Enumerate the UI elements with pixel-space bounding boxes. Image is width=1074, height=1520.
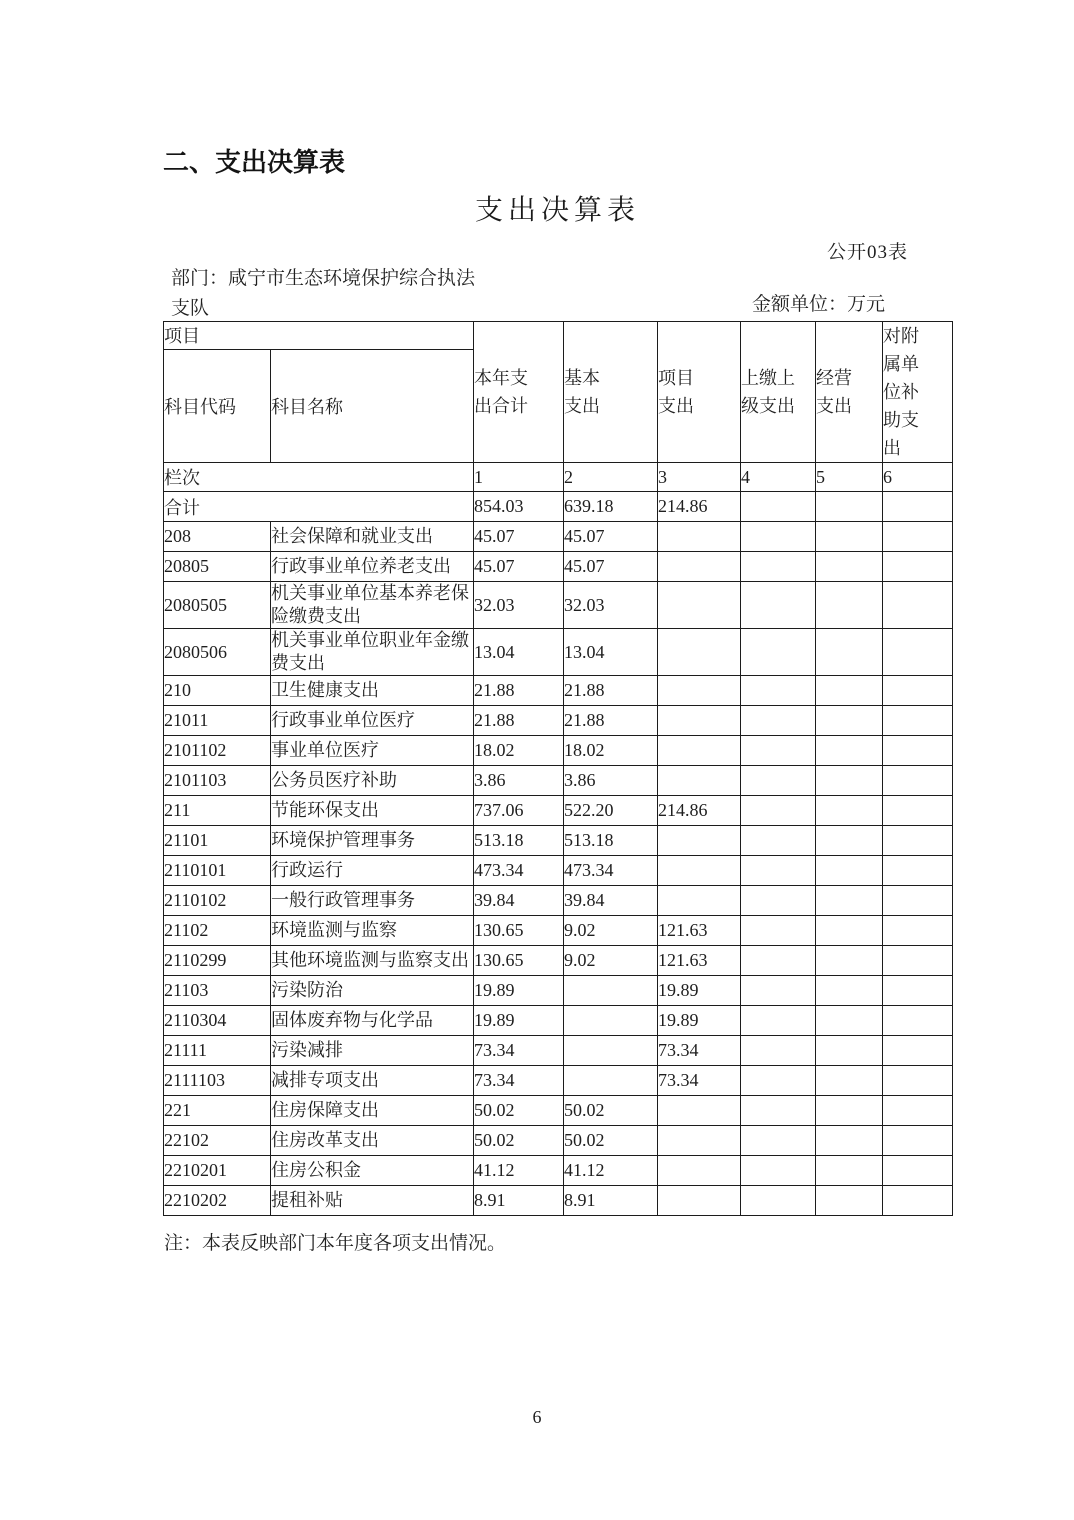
subject-name: 住房改革支出: [271, 1126, 474, 1156]
table-row: [164, 1126, 953, 1156]
total-row: [164, 492, 953, 522]
subject-name: 事业单位医疗: [271, 736, 474, 766]
subject-name: 行政运行: [271, 856, 474, 886]
value-cell: [741, 796, 816, 826]
value-cell: 39.84: [474, 886, 564, 916]
value-cell: 50.02: [564, 1096, 658, 1126]
value-cell: 41.12: [474, 1156, 564, 1186]
value-cell: [883, 582, 953, 629]
value-cell: [816, 946, 883, 976]
value-cell: [658, 706, 741, 736]
table-row: [164, 1096, 953, 1126]
table-row: [164, 766, 953, 796]
subject-code: 2110102: [164, 886, 271, 916]
subject-code: 20805: [164, 552, 271, 582]
subject-name: 固体废弃物与化学品: [271, 1006, 474, 1036]
total-value: 639.18: [564, 492, 658, 522]
value-cell: 19.89: [658, 976, 741, 1006]
header-row-project: [164, 322, 953, 350]
header-col-project-exp: [658, 322, 741, 463]
header-col-operating-label: 经营支出: [816, 368, 852, 416]
total-value: [816, 492, 883, 522]
value-cell: [816, 1036, 883, 1066]
value-cell: 45.07: [564, 522, 658, 552]
value-cell: [816, 582, 883, 629]
subject-name: 减排专项支出: [271, 1066, 474, 1096]
subject-code: 208: [164, 522, 271, 552]
header-col-upper-label: 上缴上级支出: [741, 368, 795, 416]
value-cell: [883, 736, 953, 766]
value-cell: [883, 676, 953, 706]
value-cell: [741, 1156, 816, 1186]
header-col-total: [474, 322, 564, 463]
value-cell: 19.89: [658, 1006, 741, 1036]
value-cell: 513.18: [474, 826, 564, 856]
header-col-project-exp-label: 项目支出: [658, 368, 694, 416]
value-cell: [816, 1126, 883, 1156]
value-cell: [816, 886, 883, 916]
subject-code: 2110299: [164, 946, 271, 976]
value-cell: [564, 976, 658, 1006]
value-cell: [816, 766, 883, 796]
subject-name: 环境监测与监察: [271, 916, 474, 946]
value-cell: [883, 522, 953, 552]
value-cell: [883, 1096, 953, 1126]
column-index-6: 6: [883, 463, 953, 492]
value-cell: [658, 736, 741, 766]
value-cell: 513.18: [564, 826, 658, 856]
value-cell: [564, 1066, 658, 1096]
total-value: [883, 492, 953, 522]
subject-name: 污染减排: [271, 1036, 474, 1066]
value-cell: 73.34: [474, 1066, 564, 1096]
subject-code: 2210202: [164, 1186, 271, 1216]
value-cell: [658, 1126, 741, 1156]
subject-name: 其他环境监测与监察支出: [271, 946, 474, 976]
value-cell: [741, 1186, 816, 1216]
value-cell: [816, 976, 883, 1006]
table-row: [164, 522, 953, 552]
value-cell: [658, 856, 741, 886]
subject-code: 21111: [164, 1036, 271, 1066]
column-index-1: 1: [474, 463, 564, 492]
value-cell: [658, 1096, 741, 1126]
value-cell: 473.34: [564, 856, 658, 886]
value-cell: 13.04: [564, 629, 658, 676]
value-cell: [741, 676, 816, 706]
table-row: [164, 1066, 953, 1096]
subject-name: 污染防治: [271, 976, 474, 1006]
value-cell: [564, 1036, 658, 1066]
table-row: [164, 1156, 953, 1186]
column-index-label: 栏次: [164, 463, 474, 492]
value-cell: 73.34: [658, 1066, 741, 1096]
table-row: [164, 856, 953, 886]
value-cell: [741, 706, 816, 736]
column-index-5: 5: [816, 463, 883, 492]
value-cell: [564, 1006, 658, 1036]
value-cell: 32.03: [474, 582, 564, 629]
value-cell: 121.63: [658, 946, 741, 976]
value-cell: [816, 1186, 883, 1216]
value-cell: [816, 676, 883, 706]
value-cell: 522.20: [564, 796, 658, 826]
value-cell: [658, 826, 741, 856]
subject-name: 机关事业单位职业年金缴费支出: [271, 629, 474, 676]
value-cell: [883, 1066, 953, 1096]
value-cell: [883, 976, 953, 1006]
value-cell: [816, 856, 883, 886]
table-row: [164, 976, 953, 1006]
value-cell: [658, 676, 741, 706]
table-row: [164, 1186, 953, 1216]
value-cell: [883, 826, 953, 856]
subject-code: 211: [164, 796, 271, 826]
section-heading: 二、支出决算表: [163, 147, 346, 177]
value-cell: 737.06: [474, 796, 564, 826]
subject-name: 公务员医疗补助: [271, 766, 474, 796]
value-cell: [883, 766, 953, 796]
total-value: 214.86: [658, 492, 741, 522]
value-cell: [883, 706, 953, 736]
value-cell: 21.88: [474, 676, 564, 706]
value-cell: [883, 552, 953, 582]
subject-code: 21103: [164, 976, 271, 1006]
value-cell: 73.34: [474, 1036, 564, 1066]
subject-name: 机关事业单位基本养老保险缴费支出: [271, 582, 474, 629]
value-cell: [883, 1036, 953, 1066]
value-cell: 8.91: [564, 1186, 658, 1216]
column-index-row: [164, 463, 953, 492]
value-cell: 214.86: [658, 796, 741, 826]
value-cell: [658, 1186, 741, 1216]
value-cell: [658, 1156, 741, 1186]
subject-code: 21101: [164, 826, 271, 856]
header-col-basic-label: 基本支出: [564, 368, 600, 416]
subject-name: 提租补贴: [271, 1186, 474, 1216]
total-value: 854.03: [474, 492, 564, 522]
table-row: [164, 826, 953, 856]
value-cell: [883, 1006, 953, 1036]
value-cell: [741, 522, 816, 552]
value-cell: 21.88: [564, 676, 658, 706]
subject-name: 住房保障支出: [271, 1096, 474, 1126]
value-cell: 8.91: [474, 1186, 564, 1216]
subject-code: 21011: [164, 706, 271, 736]
value-cell: [883, 916, 953, 946]
subject-code: 2080505: [164, 582, 271, 629]
table-note: 注：本表反映部门本年度各项支出情况。: [164, 1233, 507, 1254]
value-cell: [741, 1066, 816, 1096]
subject-code: 2111103: [164, 1066, 271, 1096]
value-cell: [883, 1156, 953, 1186]
header-col-total-label: 本年支出合计: [474, 368, 528, 416]
value-cell: 32.03: [564, 582, 658, 629]
value-cell: 18.02: [564, 736, 658, 766]
value-cell: [741, 976, 816, 1006]
table-code-label: 公开03表: [826, 242, 908, 263]
value-cell: 19.89: [474, 1006, 564, 1036]
value-cell: [741, 856, 816, 886]
total-label: 合计: [164, 492, 474, 522]
table-row: [164, 796, 953, 826]
value-cell: [816, 1096, 883, 1126]
value-cell: [658, 582, 741, 629]
subject-name: 环境保护管理事务: [271, 826, 474, 856]
value-cell: [741, 736, 816, 766]
table-row: [164, 736, 953, 766]
value-cell: 50.02: [474, 1126, 564, 1156]
header-project: 项目: [164, 322, 474, 350]
header-col-basic: [564, 322, 658, 463]
value-cell: [658, 766, 741, 796]
value-cell: [741, 766, 816, 796]
value-cell: 21.88: [474, 706, 564, 736]
value-cell: [741, 582, 816, 629]
value-cell: [883, 946, 953, 976]
table-title: 支出决算表: [474, 195, 640, 226]
value-cell: [658, 552, 741, 582]
value-cell: [883, 856, 953, 886]
header-col-subsidy-label: 对附属单位补助支出: [883, 326, 919, 458]
value-cell: [816, 629, 883, 676]
subject-code: 22102: [164, 1126, 271, 1156]
header-subject-code: 科目代码: [164, 349, 271, 462]
value-cell: 3.86: [474, 766, 564, 796]
subject-code: 2080506: [164, 629, 271, 676]
value-cell: 73.34: [658, 1036, 741, 1066]
header-col-operating: [816, 322, 883, 463]
subject-code: 2110101: [164, 856, 271, 886]
value-cell: 21.88: [564, 706, 658, 736]
subject-name: 节能环保支出: [271, 796, 474, 826]
table-row: [164, 886, 953, 916]
value-cell: [816, 1006, 883, 1036]
table-row: [164, 629, 953, 676]
value-cell: [816, 1066, 883, 1096]
value-cell: [816, 552, 883, 582]
subject-name: 卫生健康支出: [271, 676, 474, 706]
value-cell: [741, 916, 816, 946]
table-row: [164, 582, 953, 629]
value-cell: 45.07: [474, 522, 564, 552]
subject-code: 221: [164, 1096, 271, 1126]
column-index-3: 3: [658, 463, 741, 492]
value-cell: [816, 736, 883, 766]
unit-label: 金额单位：万元: [752, 294, 886, 315]
table-row: [164, 706, 953, 736]
value-cell: [816, 522, 883, 552]
value-cell: [816, 826, 883, 856]
value-cell: [741, 629, 816, 676]
value-cell: 121.63: [658, 916, 741, 946]
value-cell: [741, 1126, 816, 1156]
subject-name: 社会保障和就业支出: [271, 522, 474, 552]
value-cell: [883, 796, 953, 826]
value-cell: 39.84: [564, 886, 658, 916]
subject-code: 2101103: [164, 766, 271, 796]
subject-code: 21102: [164, 916, 271, 946]
table-row: [164, 946, 953, 976]
page-number: 6: [532, 1407, 542, 1427]
column-index-4: 4: [741, 463, 816, 492]
table-row: [164, 1006, 953, 1036]
value-cell: [741, 946, 816, 976]
value-cell: 18.02: [474, 736, 564, 766]
value-cell: 9.02: [564, 916, 658, 946]
value-cell: 473.34: [474, 856, 564, 886]
value-cell: [741, 1006, 816, 1036]
table-row: [164, 1036, 953, 1066]
value-cell: [741, 1096, 816, 1126]
subject-code: 2210201: [164, 1156, 271, 1186]
table-row: [164, 676, 953, 706]
value-cell: [816, 1156, 883, 1186]
subject-name: 住房公积金: [271, 1156, 474, 1186]
value-cell: 130.65: [474, 916, 564, 946]
value-cell: [741, 826, 816, 856]
total-value: [741, 492, 816, 522]
value-cell: 50.02: [564, 1126, 658, 1156]
subject-code: 2101102: [164, 736, 271, 766]
value-cell: [883, 1186, 953, 1216]
value-cell: 45.07: [474, 552, 564, 582]
value-cell: [741, 1036, 816, 1066]
subject-name: 一般行政管理事务: [271, 886, 474, 916]
subject-name: 行政事业单位养老支出: [271, 552, 474, 582]
column-index-2: 2: [564, 463, 658, 492]
value-cell: [883, 629, 953, 676]
value-cell: [658, 886, 741, 916]
header-col-subsidy: [883, 322, 953, 463]
value-cell: [816, 796, 883, 826]
table-row: [164, 552, 953, 582]
value-cell: 45.07: [564, 552, 658, 582]
value-cell: [658, 629, 741, 676]
value-cell: [883, 1126, 953, 1156]
value-cell: 50.02: [474, 1096, 564, 1126]
value-cell: 130.65: [474, 946, 564, 976]
value-cell: [816, 916, 883, 946]
value-cell: [741, 552, 816, 582]
header-col-upper: [741, 322, 816, 463]
department-label: 部门：咸宁市生态环境保护综合执法支队: [171, 268, 476, 319]
value-cell: [816, 706, 883, 736]
value-cell: 3.86: [564, 766, 658, 796]
value-cell: [741, 886, 816, 916]
value-cell: 19.89: [474, 976, 564, 1006]
subject-code: 210: [164, 676, 271, 706]
value-cell: 9.02: [564, 946, 658, 976]
value-cell: 41.12: [564, 1156, 658, 1186]
subject-name: 行政事业单位医疗: [271, 706, 474, 736]
expenditure-table: [163, 321, 953, 1216]
subject-code: 2110304: [164, 1006, 271, 1036]
value-cell: [883, 886, 953, 916]
value-cell: 13.04: [474, 629, 564, 676]
header-subject-name: 科目名称: [271, 349, 474, 462]
table-row: [164, 916, 953, 946]
value-cell: [658, 522, 741, 552]
